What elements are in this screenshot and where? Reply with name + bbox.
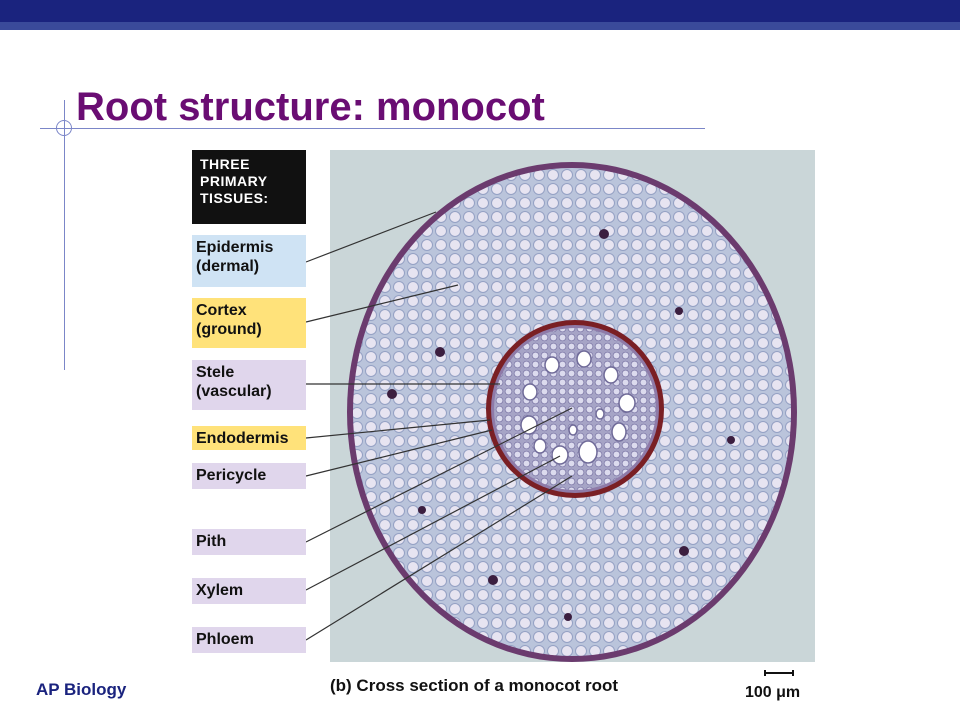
label-epidermis	[192, 235, 306, 287]
label-xylem	[192, 578, 306, 604]
header-line-2: PRIMARY	[200, 173, 268, 189]
label-pericycle	[192, 463, 306, 489]
three-primary-tissues-header	[192, 150, 306, 224]
slide-title: Root structure: monocot	[76, 85, 545, 129]
label-phloem	[192, 627, 306, 653]
label-endodermis-line1: Endodermis	[196, 430, 289, 447]
label-stele-line1: Stele	[196, 364, 235, 381]
label-pith-line1: Pith	[196, 533, 227, 550]
label-pith	[192, 529, 306, 555]
label-xylem-line1: Xylem	[196, 582, 244, 599]
scale-bar	[764, 670, 794, 676]
label-stele-line2: (vascular)	[196, 383, 272, 400]
header-line-1: THREE	[200, 156, 250, 172]
label-stele	[192, 360, 306, 410]
label-cortex-line1: Cortex	[196, 302, 247, 319]
label-pericycle-line1: Pericycle	[196, 467, 267, 484]
label-epidermis-line1: Epidermis	[196, 239, 274, 256]
label-phloem-line1: Phloem	[196, 631, 254, 648]
label-cortex-line2: (ground)	[196, 321, 262, 338]
header-line-3: TISSUES:	[200, 190, 269, 206]
label-endodermis	[192, 426, 306, 450]
label-epidermis-line2: (dermal)	[196, 258, 260, 275]
scale-label: 100 μm	[745, 684, 801, 701]
figure-caption: (b) Cross section of a monocot root	[330, 676, 619, 695]
footer-course-label: AP Biology	[36, 680, 127, 699]
label-cortex	[192, 298, 306, 348]
